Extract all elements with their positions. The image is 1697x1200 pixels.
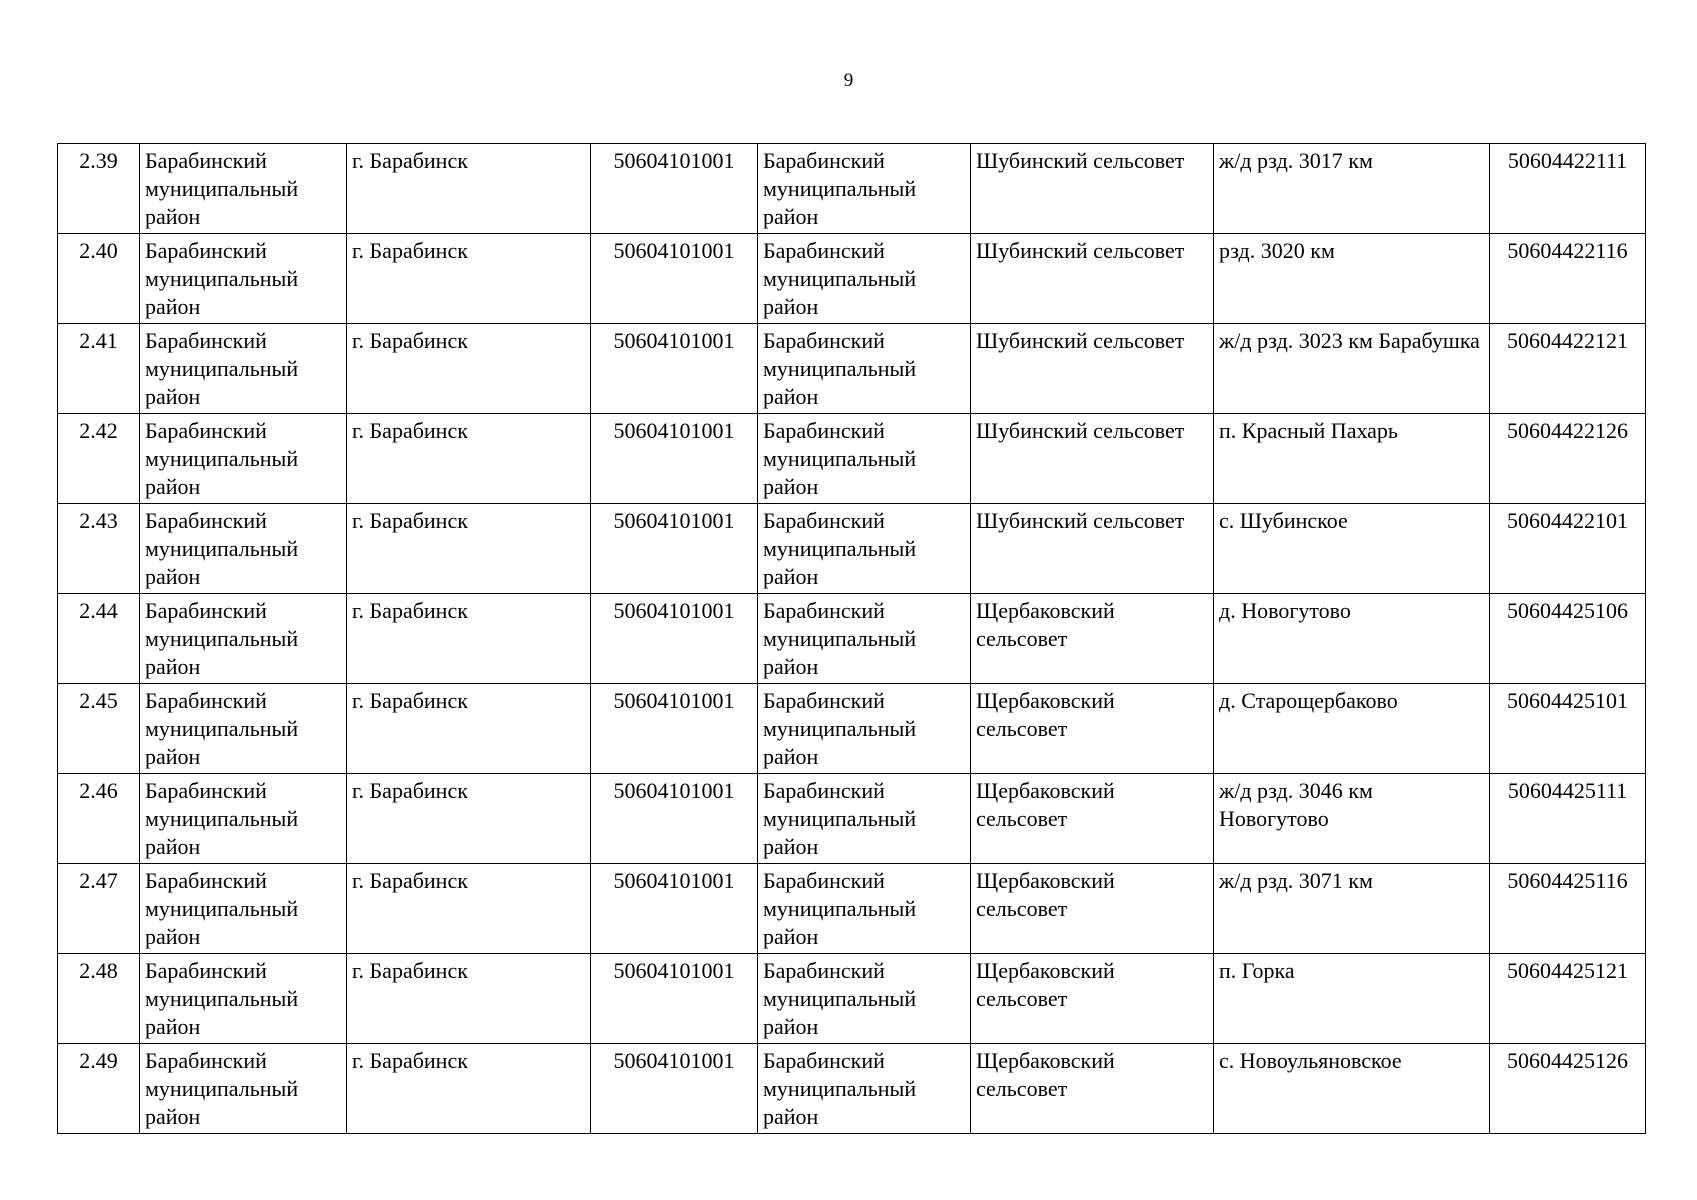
district-cell: Барабинский муниципальный район: [140, 324, 347, 414]
row-number-cell: 2.44: [58, 594, 140, 684]
table-row: [58, 504, 1646, 594]
settlement-code-cell: 50604422126: [1490, 414, 1646, 504]
district-cell: Барабинский муниципальный район: [140, 504, 347, 594]
table-row: [58, 864, 1646, 954]
council-cell: Щербаковский сельсовет: [971, 594, 1214, 684]
city-cell: г. Барабинск: [347, 774, 591, 864]
row-number-cell: 2.40: [58, 234, 140, 324]
city-cell: г. Барабинск: [347, 414, 591, 504]
district2-cell: Барабинский муниципальный район: [758, 414, 971, 504]
city-cell: г. Барабинск: [347, 324, 591, 414]
district2-cell: Барабинский муниципальный район: [758, 144, 971, 234]
settlement-cell: ж/д рзд. 3023 км Барабушка: [1214, 324, 1490, 414]
settlement-code-cell: 50604422101: [1490, 504, 1646, 594]
city-code-cell: 50604101001: [591, 504, 758, 594]
settlement-cell: ж/д рзд. 3071 км: [1214, 864, 1490, 954]
settlement-code-cell: 50604422111: [1490, 144, 1646, 234]
settlement-cell: с. Шубинское: [1214, 504, 1490, 594]
council-cell: Шубинский сельсовет: [971, 234, 1214, 324]
district2-cell: Барабинский муниципальный район: [758, 774, 971, 864]
city-cell: г. Барабинск: [347, 144, 591, 234]
settlement-cell: д. Старощербаково: [1214, 684, 1490, 774]
district2-cell: Барабинский муниципальный район: [758, 684, 971, 774]
council-cell: Шубинский сельсовет: [971, 144, 1214, 234]
settlement-cell: ж/д рзд. 3017 км: [1214, 144, 1490, 234]
row-number-cell: 2.41: [58, 324, 140, 414]
city-code-cell: 50604101001: [591, 324, 758, 414]
settlement-code-cell: 50604422121: [1490, 324, 1646, 414]
settlement-cell: рзд. 3020 км: [1214, 234, 1490, 324]
district-cell: Барабинский муниципальный район: [140, 594, 347, 684]
settlement-cell: ж/д рзд. 3046 км Новогутово: [1214, 774, 1490, 864]
city-cell: г. Барабинск: [347, 594, 591, 684]
district2-cell: Барабинский муниципальный район: [758, 954, 971, 1044]
city-cell: г. Барабинск: [347, 234, 591, 324]
row-number-cell: 2.47: [58, 864, 140, 954]
district-cell: Барабинский муниципальный район: [140, 414, 347, 504]
district-cell: Барабинский муниципальный район: [140, 864, 347, 954]
table-row: [58, 234, 1646, 324]
city-cell: г. Барабинск: [347, 684, 591, 774]
district2-cell: Барабинский муниципальный район: [758, 594, 971, 684]
city-code-cell: 50604101001: [591, 234, 758, 324]
council-cell: Щербаковский сельсовет: [971, 864, 1214, 954]
city-code-cell: 50604101001: [591, 414, 758, 504]
row-number-cell: 2.42: [58, 414, 140, 504]
table-row: [58, 594, 1646, 684]
council-cell: Щербаковский сельсовет: [971, 774, 1214, 864]
table-row: [58, 144, 1646, 234]
row-number-cell: 2.49: [58, 1044, 140, 1134]
row-number-cell: 2.45: [58, 684, 140, 774]
council-cell: Шубинский сельсовет: [971, 504, 1214, 594]
table-row: [58, 774, 1646, 864]
settlement-cell: п. Горка: [1214, 954, 1490, 1044]
district-cell: Барабинский муниципальный район: [140, 1044, 347, 1134]
city-cell: г. Барабинск: [347, 864, 591, 954]
district2-cell: Барабинский муниципальный район: [758, 864, 971, 954]
table-row: [58, 1044, 1646, 1134]
district2-cell: Барабинский муниципальный район: [758, 1044, 971, 1134]
district2-cell: Барабинский муниципальный район: [758, 504, 971, 594]
council-cell: Щербаковский сельсовет: [971, 1044, 1214, 1134]
district2-cell: Барабинский муниципальный район: [758, 324, 971, 414]
district-cell: Барабинский муниципальный район: [140, 144, 347, 234]
row-number-cell: 2.43: [58, 504, 140, 594]
settlement-code-cell: 50604425101: [1490, 684, 1646, 774]
settlement-cell: д. Новогутово: [1214, 594, 1490, 684]
settlement-code-cell: 50604425111: [1490, 774, 1646, 864]
settlement-cell: п. Красный Пахарь: [1214, 414, 1490, 504]
table-row: [58, 414, 1646, 504]
district-cell: Барабинский муниципальный район: [140, 234, 347, 324]
city-code-cell: 50604101001: [591, 954, 758, 1044]
settlement-code-cell: 50604425121: [1490, 954, 1646, 1044]
district-cell: Барабинский муниципальный район: [140, 954, 347, 1044]
city-code-cell: 50604101001: [591, 774, 758, 864]
city-code-cell: 50604101001: [591, 864, 758, 954]
council-cell: Щербаковский сельсовет: [971, 684, 1214, 774]
city-code-cell: 50604101001: [591, 594, 758, 684]
settlement-cell: с. Новоульяновское: [1214, 1044, 1490, 1134]
table-body: [58, 144, 1646, 1134]
city-cell: г. Барабинск: [347, 954, 591, 1044]
council-cell: Шубинский сельсовет: [971, 414, 1214, 504]
page-number: 9: [843, 70, 854, 91]
row-number-cell: 2.48: [58, 954, 140, 1044]
row-number-cell: 2.39: [58, 144, 140, 234]
district-cell: Барабинский муниципальный район: [140, 684, 347, 774]
city-code-cell: 50604101001: [591, 1044, 758, 1134]
settlement-code-cell: 50604425116: [1490, 864, 1646, 954]
table-row: [58, 954, 1646, 1044]
table-row: [58, 324, 1646, 414]
city-code-cell: 50604101001: [591, 144, 758, 234]
city-cell: г. Барабинск: [347, 1044, 591, 1134]
settlement-code-cell: 50604425106: [1490, 594, 1646, 684]
row-number-cell: 2.46: [58, 774, 140, 864]
district-cell: Барабинский муниципальный район: [140, 774, 347, 864]
settlements-table: [57, 143, 1646, 1134]
table-row: [58, 684, 1646, 774]
district2-cell: Барабинский муниципальный район: [758, 234, 971, 324]
city-code-cell: 50604101001: [591, 684, 758, 774]
settlement-code-cell: 50604422116: [1490, 234, 1646, 324]
council-cell: Шубинский сельсовет: [971, 324, 1214, 414]
city-cell: г. Барабинск: [347, 504, 591, 594]
council-cell: Щербаковский сельсовет: [971, 954, 1214, 1044]
settlement-code-cell: 50604425126: [1490, 1044, 1646, 1134]
